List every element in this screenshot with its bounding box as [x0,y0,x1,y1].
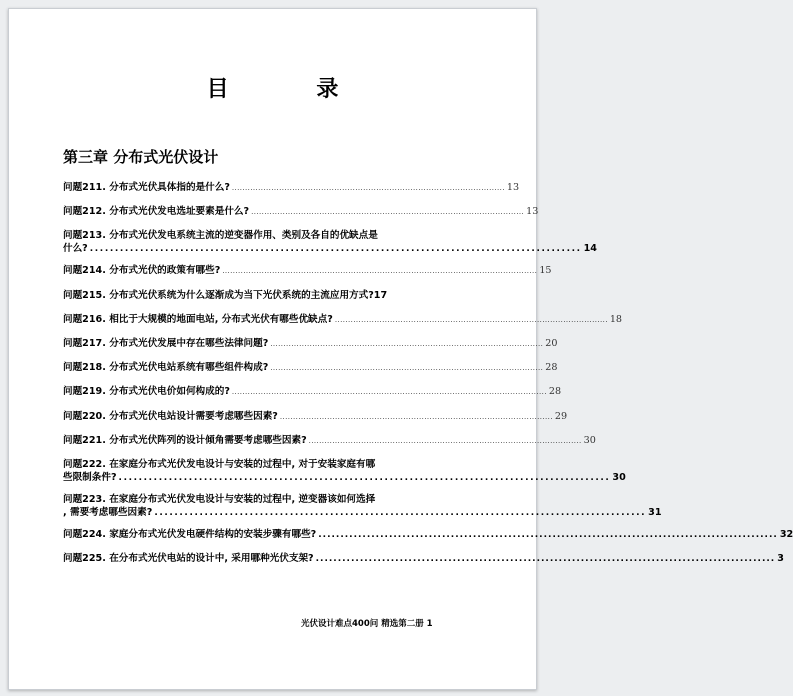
toc-page-number: 18 [609,313,623,325]
toc-entry[interactable] [63,528,793,541]
toc-entry-label: 问题225. 在分布式光伏电站的设计中, 采用哪种光伏支架? [63,553,314,565]
toc-entry-label: 问题220. 分布式光伏电站设计需要考虑哪些因素? [63,410,278,422]
toc-entry-label: 问题222. 在家庭分布式光伏发电设计与安装的过程中, 对于安装家庭有哪 [63,458,376,470]
toc-entry[interactable] [63,552,784,565]
dot-leader: ........................................................................................................ [279,412,553,421]
toc-entry-label-continued: 什么? [63,243,88,255]
document-title: 目 录 [206,77,379,102]
toc-entry[interactable] [63,458,626,484]
dot-leader: ........................................................................................................................ [231,388,547,397]
toc-entry[interactable] [63,205,539,218]
toc-entry-label: 问题213. 分布式光伏发电系统主流的逆变器作用、类别及各自的优缺点是 [63,230,378,242]
toc-entry-label-continued: 些限制条件? [63,471,117,483]
toc-entry-label: 问题218. 分布式光伏电站系统有哪些组件构成? [63,362,269,374]
dot-leader: ........................................................................................................ [270,364,544,373]
toc-entry-label-continued: , 需要考虑哪些因素? [63,506,153,518]
dot-leader: ........................................................................................................ [315,554,776,565]
toc-page-number: 31 [648,506,662,518]
toc-entry-label: 问题221. 分布式光伏阵列的设计倾角需要考虑哪些因素? [63,434,307,446]
toc-entry[interactable] [63,337,558,350]
toc-page-number: 29 [554,410,568,422]
dot-leader: ........................................................................................................ [251,208,525,217]
toc-page-number: 15 [539,265,552,277]
toc-page-number: 28 [545,362,558,374]
chapter-heading: 第三章 分布式光伏设计 [63,148,219,166]
dot-leader: ........................................................................................................ [308,436,582,445]
toc-entry[interactable] [63,385,562,398]
toc-entry-label: 问题224. 家庭分布式光伏发电硬件结构的安装步骤有哪些? [63,528,317,540]
toc-page-number: 3 [777,553,784,565]
toc-entry-label: 问题212. 分布式光伏发电选址要素是什么? [63,206,250,218]
toc-entry[interactable] [63,493,662,519]
document-page [8,8,793,690]
toc-entry[interactable] [63,434,596,447]
toc-page-number: 32 [779,528,793,540]
dot-leader: ........................................................................................................................ [222,267,538,276]
toc-entry[interactable] [63,410,568,423]
toc-entry[interactable] [63,361,558,374]
toc-entry[interactable] [63,181,520,194]
toc-entry[interactable] [63,289,473,302]
toc-entry-label: 问题211. 分布式光伏具体指的是什么? [63,182,230,193]
toc-page-number: 28 [548,386,562,398]
dot-leader: ........................................................................................................ [334,315,608,324]
toc-entry-label: 问题215. 分布式光伏系统为什么逐渐成为当下光伏系统的主流应用方式?17 [63,289,388,301]
dot-leader: .................................................................................................. [118,472,611,483]
page-footer: 光伏设计难点400问 精选第二册 1 [301,619,433,629]
toc-page-number: 13 [526,206,539,218]
dot-leader: ........................................................................................................ [270,339,544,348]
dot-leader: .................................................................................................. [154,507,647,518]
toc-entry-label: 问题214. 分布式光伏的政策有哪些? [63,265,221,277]
table-of-contents [63,181,793,576]
toc-entry-label: 问题219. 分布式光伏电价如何构成的? [63,386,230,398]
toc-entry[interactable] [63,264,552,277]
toc-entry-label: 问题217. 分布式光伏发展中存在哪些法律问题? [63,337,269,349]
toc-entry-label: 问题223. 在家庭分布式光伏发电设计与安装的过程中, 逆变器该如何选择 [63,493,376,505]
toc-entry[interactable] [63,313,623,326]
dot-leader: ........................................................................................................ [318,529,778,540]
toc-page-number: 20 [545,337,558,349]
dot-leader: ........................................................................................................ [231,184,505,192]
toc-page-number: 30 [583,434,596,446]
toc-page-number: 13 [506,182,520,193]
toc-page-number: 14 [583,243,597,255]
toc-page-number: 30 [612,471,626,483]
toc-entry[interactable] [63,229,597,255]
toc-entry-label: 问题216. 相比于大规模的地面电站, 分布式光伏有哪些优缺点? [63,313,333,325]
dot-leader: .................................................................................................. [89,244,582,255]
